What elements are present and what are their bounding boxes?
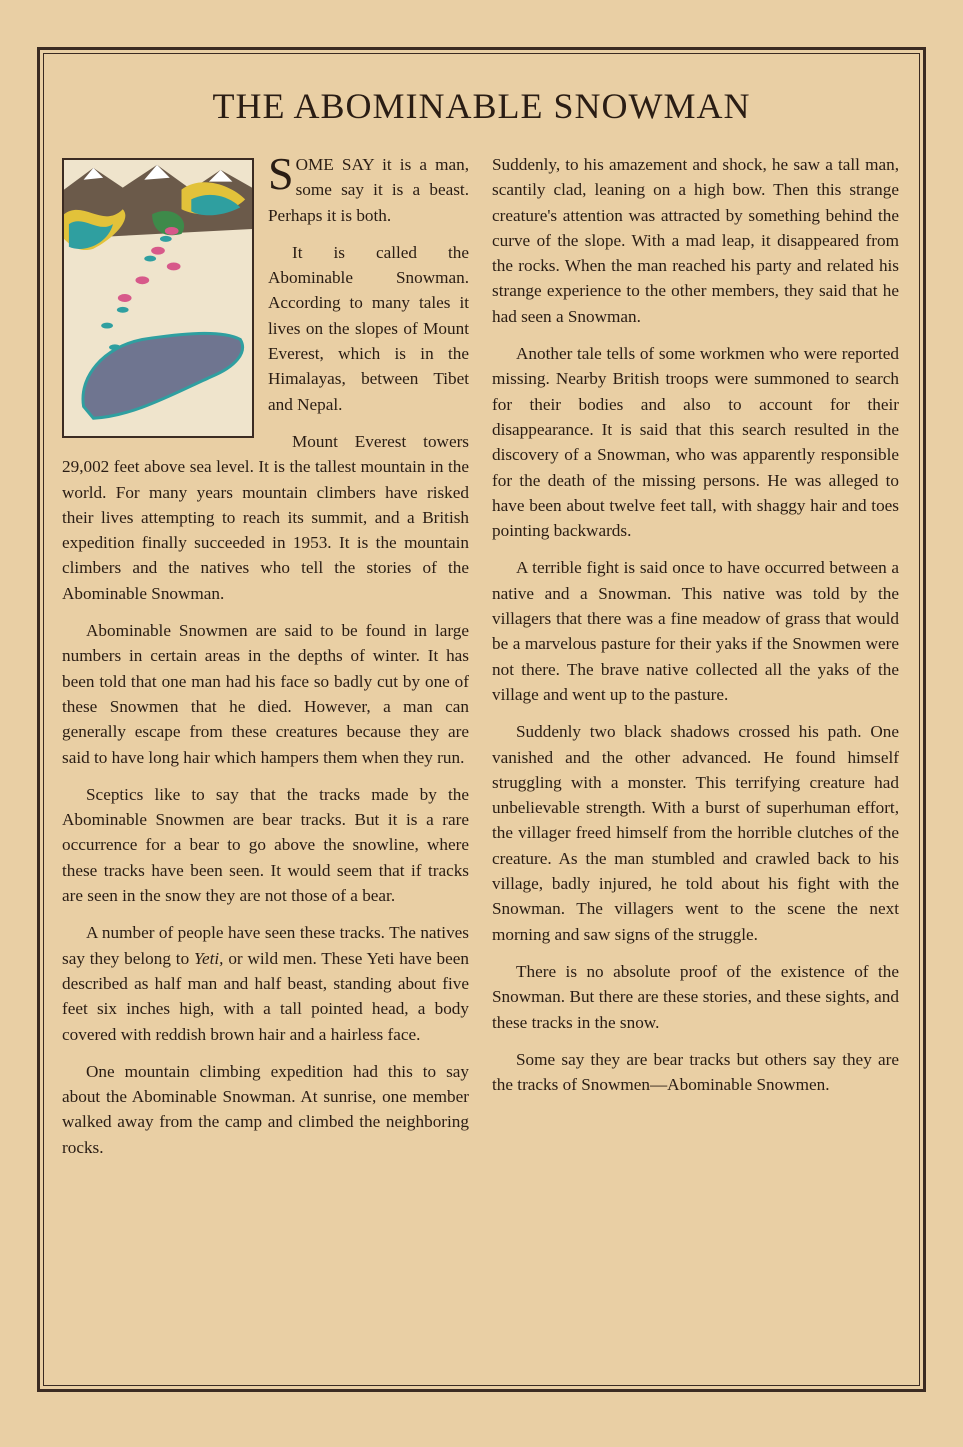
- paragraph: Abominable Snowmen are said to be found in large numbers in certain areas in the depths of winter. It has been told that one man had his face so badly cut by one of these Snowmen that he died. However, a man can generally escape from these creatures because they are said to have long hair which hampers them when they run.: [62, 621, 469, 767]
- paragraph: Suddenly two black shadows crossed his path. One vanished and the other advanced. He found himself struggling with a monster. This terrifying creature had unbelievable strength. With a burst of superhuman effort, the villager freed himself from the horrible clutches of the creature. As the man stumbled and crawled back to his village, badly injured, he told about his fight with the Snowman. The villagers went to the scene the next morning and saw signs of the struggle.: [492, 722, 899, 944]
- paragraph: Some say they are bear tracks but others say they are the tracks of Snowmen—Abominable Snowmen.: [492, 1049, 899, 1095]
- paragraph: Mount Everest towers 29,002 feet above sea level. It is the tallest mountain in the world. For many years mountain climbers have risked their lives attempting to reach its summit, and a British expedition finally succeeded in 1953. It is the mountain climbers and the natives who tell the stories of the Abominable Snowman.: [62, 431, 469, 603]
- paragraph: One mountain climbing expedition had this to say about the Abominable Snowman. At sunrise, one member walked away from the camp and climbed the neighboring rocks.: [62, 1061, 469, 1157]
- paragraph: Another tale tells of some workmen who were reported missing. Nearby British troops were summoned to search for their bodies and also to account for their disappearance. It is said that this search resulted in the discovery of a Snowman, who was apparently responsible for the death of the missing persons. He was alleged to have been about twelve feet tall, with shaggy hair and toes pointing backwards.: [492, 344, 899, 541]
- snowman-footprint-image: [64, 160, 252, 436]
- intro-lead: OME SAY it is a man, some say it is a beast. Perhaps it is both.: [268, 155, 469, 225]
- text-fragment: A number of people have seen these tracks. The natives say they belong to: [62, 923, 469, 968]
- right-column: [492, 152, 899, 1109]
- drop-cap: S: [268, 148, 294, 199]
- paragraph: [62, 920, 469, 1046]
- paragraph: There is no absolute proof of the existence of the Snowman. But there are these stories, and these sights, and these tracks in the snow.: [492, 961, 899, 1032]
- paragraph: A terrible fight is said once to have occurred between a native and a Snowman. This native was told by the villagers that there was a fine meadow of grass that would be a marvelous pasture for their yaks if the Snowmen were not there. The brave native collected all the yaks of the village and went up to the pasture.: [492, 558, 899, 704]
- text-fragment: or wild men. These Yeti have been described as half man and half beast, standing about five feet six inches high, with a tall pointed head, a body covered with reddish brown hair and a hairless face.: [62, 948, 469, 1044]
- page-title: THE ABOMINABLE SNOWMAN: [212, 86, 751, 126]
- yeti-term: Yeti,: [194, 948, 224, 968]
- paragraph: Sceptics like to say that the tracks made by the Abominable Snowmen are bear tracks. But it is a rare occurrence for a bear to go above the snowline, where these tracks have been seen. It would seem that if tracks are seen in the snow they are not those of a bear.: [62, 784, 469, 906]
- left-column: [62, 148, 469, 1172]
- paragraph: Suddenly, to his amazement and shock, he saw a tall man, scantily clad, leaning on a high bow. Then this strange creature's attention was attracted by something behind the curve of the slope. With a mad leap, it disappeared from the rocks. When the man reached his party and related his strange experience to the other members, they said that he had seen a Snowman.: [492, 155, 899, 326]
- paragraph: It is called the Abominable Snowman. According to many tales it lives on the slopes of Mount Everest, which is in the Himalayas, between Tibet and Nepal.: [268, 242, 469, 414]
- footprint-illustration: [62, 158, 254, 438]
